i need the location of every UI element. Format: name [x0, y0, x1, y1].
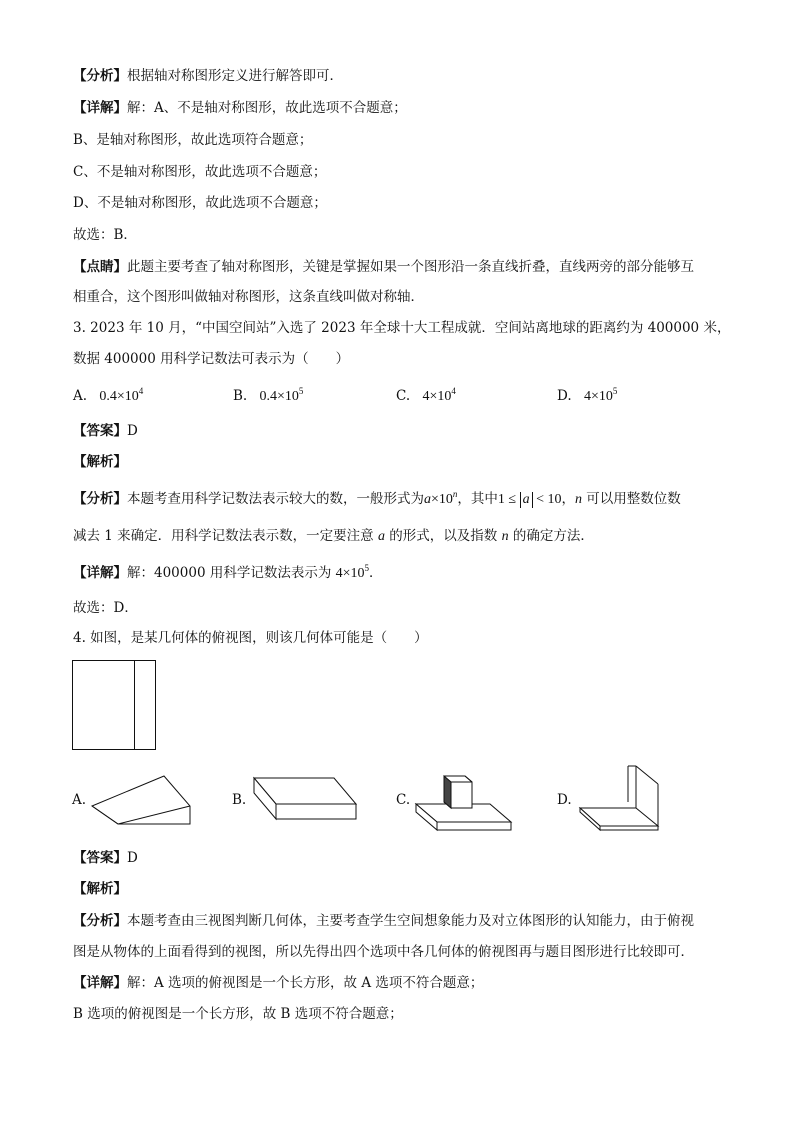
- option-letter: C.: [396, 388, 411, 404]
- q4-analysis-line-1: [73, 911, 694, 931]
- q3-option-c: [396, 386, 456, 407]
- detail-tag: 【详解】: [73, 975, 127, 991]
- option-letter: B.: [233, 388, 248, 404]
- q4-option-a-label: A.: [72, 792, 87, 808]
- q4-analysis-2: 图是从物体的上面看得到的视图，所以先得出四个选项中各几何体的俯视图再与题目图形进行比较即可．: [73, 944, 694, 960]
- form-a: a: [424, 492, 431, 507]
- q4-detail-b: B 选项的俯视图是一个长方形，故 B 选项不符合题意；: [73, 1006, 403, 1022]
- q3-analysis-1c: ，: [561, 491, 575, 507]
- q2-detail-d: D、不是轴对称图形，故此选项不合题意；: [73, 195, 327, 211]
- q2-choose: 故选：B．: [73, 227, 137, 243]
- q3-analysis-1d: 可以用整数位数: [582, 491, 681, 507]
- detail-tag: 【详解】: [73, 100, 127, 116]
- top-view-figure: [72, 660, 158, 752]
- q3-analysis-line-1: [73, 489, 681, 510]
- q3-answer-line: [73, 421, 138, 441]
- q3-detail-line: [73, 563, 383, 584]
- q4-detail-line: [73, 973, 483, 993]
- option-d-lshape-figure: [578, 762, 662, 832]
- form-times: ×10: [431, 492, 453, 507]
- option-times: ×10: [277, 389, 299, 404]
- q2-comment-2: 相重合，这个图形叫做轴对称图形，这条直线叫做对称轴．: [73, 289, 424, 305]
- q4-analysis-1: 本题考查由三视图判断几何体，主要考查学生空间想象能力及对立体图形的认知能力，由于俯视: [127, 913, 694, 929]
- n-symbol-2: n: [501, 529, 509, 544]
- detail-times: ×10: [342, 566, 365, 581]
- q3-stem-2: 数据 400000 用科学记数法可表示为（ ）: [73, 351, 350, 367]
- q2-comment-1: 此题主要考查了轴对称图形，关键是掌握如果一个图形沿一条直线折叠，直线两旁的部分能够互: [127, 259, 694, 275]
- q4-detail-a: 解：A 选项的俯视图是一个长方形，故 A 选项不符合题意；: [127, 975, 484, 991]
- option-exp: 4: [451, 386, 456, 396]
- q4-answer: D: [127, 850, 138, 866]
- q2-detail-line-a: [73, 98, 407, 118]
- q3-analysis-2b: 的形式，以及指数: [384, 528, 502, 544]
- option-letter: A.: [73, 388, 88, 404]
- q2-analysis-text: 根据轴对称图形定义进行解答即可．: [127, 68, 343, 84]
- parse-tag: 【解析】: [73, 881, 127, 897]
- q3-analysis-1b: ，其中: [457, 491, 498, 507]
- option-coef: 0.4: [259, 389, 278, 404]
- option-exp: 5: [298, 386, 304, 396]
- q4-option-c-label: C.: [396, 792, 411, 808]
- analysis-tag: 【分析】: [73, 491, 127, 507]
- option-times: ×10: [116, 389, 139, 404]
- q4-stem: 4. 如图，是某几何体的俯视图，则该几何体可能是（ ）: [73, 630, 428, 646]
- comment-tag: 【点睛】: [73, 259, 127, 275]
- q3-analysis-2a: 减去 1 来确定．用科学记数法表示数，一定要注意: [73, 528, 378, 544]
- q3-detail-end: ．: [369, 565, 383, 581]
- option-a-wedge-figure: [90, 770, 194, 826]
- option-times: ×10: [590, 389, 613, 404]
- q2-analysis-line: [73, 66, 343, 86]
- q3-detail-a: 解：400000 用科学记数法表示为: [127, 565, 336, 581]
- option-coef: 4: [583, 389, 591, 404]
- answer-tag: 【答案】: [73, 423, 127, 439]
- q4-option-b-label: B.: [232, 792, 247, 808]
- detail-coef: 4: [335, 566, 343, 581]
- analysis-tag: 【分析】: [73, 913, 127, 929]
- analysis-tag: 【分析】: [73, 68, 127, 84]
- q4-option-d-label: D.: [557, 792, 572, 808]
- q4-parse-tag: [73, 879, 127, 899]
- top-view-outer-rect: [73, 661, 156, 750]
- option-coef: 4: [422, 389, 430, 404]
- option-exp: 5: [612, 386, 618, 396]
- option-letter: D.: [557, 388, 572, 404]
- q3-analysis-line-2: [73, 526, 594, 547]
- option-exp: 4: [138, 386, 144, 396]
- q3-option-a: [73, 386, 143, 407]
- option-c-block-figure: [414, 766, 514, 832]
- q3-analysis-2c: 的确定方法．: [508, 528, 594, 544]
- option-b-slab-figure: [252, 776, 360, 822]
- range-abs-a: a: [520, 492, 533, 508]
- detail-tag: 【详解】: [73, 565, 127, 581]
- option-times: ×10: [429, 389, 452, 404]
- form-n: n: [452, 489, 458, 499]
- q3-answer: D: [127, 423, 138, 439]
- q3-analysis-1a: 本题考查用科学记数法表示较大的数，一般形式为: [127, 491, 424, 507]
- q3-option-b: [233, 386, 303, 407]
- parse-tag: 【解析】: [73, 454, 127, 470]
- q3-option-d: [557, 386, 617, 407]
- q2-detail-b: B、是轴对称图形，故此选项符合题意；: [73, 132, 313, 148]
- a-symbol: a: [377, 529, 385, 544]
- q4-answer-line: [73, 848, 138, 868]
- n-symbol: n: [575, 492, 582, 507]
- q3-parse-tag: [73, 452, 127, 472]
- q3-choose: 故选：D．: [73, 600, 138, 616]
- q2-comment-line-1: [73, 257, 694, 277]
- detail-exp: 5: [364, 563, 370, 573]
- range-right: < 10: [532, 492, 562, 507]
- q2-detail-a: 解：A、不是轴对称图形，故此选项不合题意；: [127, 100, 407, 116]
- range-left: 1 ≤: [497, 492, 520, 507]
- answer-tag: 【答案】: [73, 850, 127, 866]
- q2-detail-c: C、不是轴对称图形，故此选项不合题意；: [73, 164, 327, 180]
- option-coef: 0.4: [99, 389, 117, 404]
- q3-stem-1: 3. 2023 年 10 月，“中国空间站”入选了 2023 年全球十大工程成就．空间站离地球的距离约为 400000 米，: [73, 320, 731, 336]
